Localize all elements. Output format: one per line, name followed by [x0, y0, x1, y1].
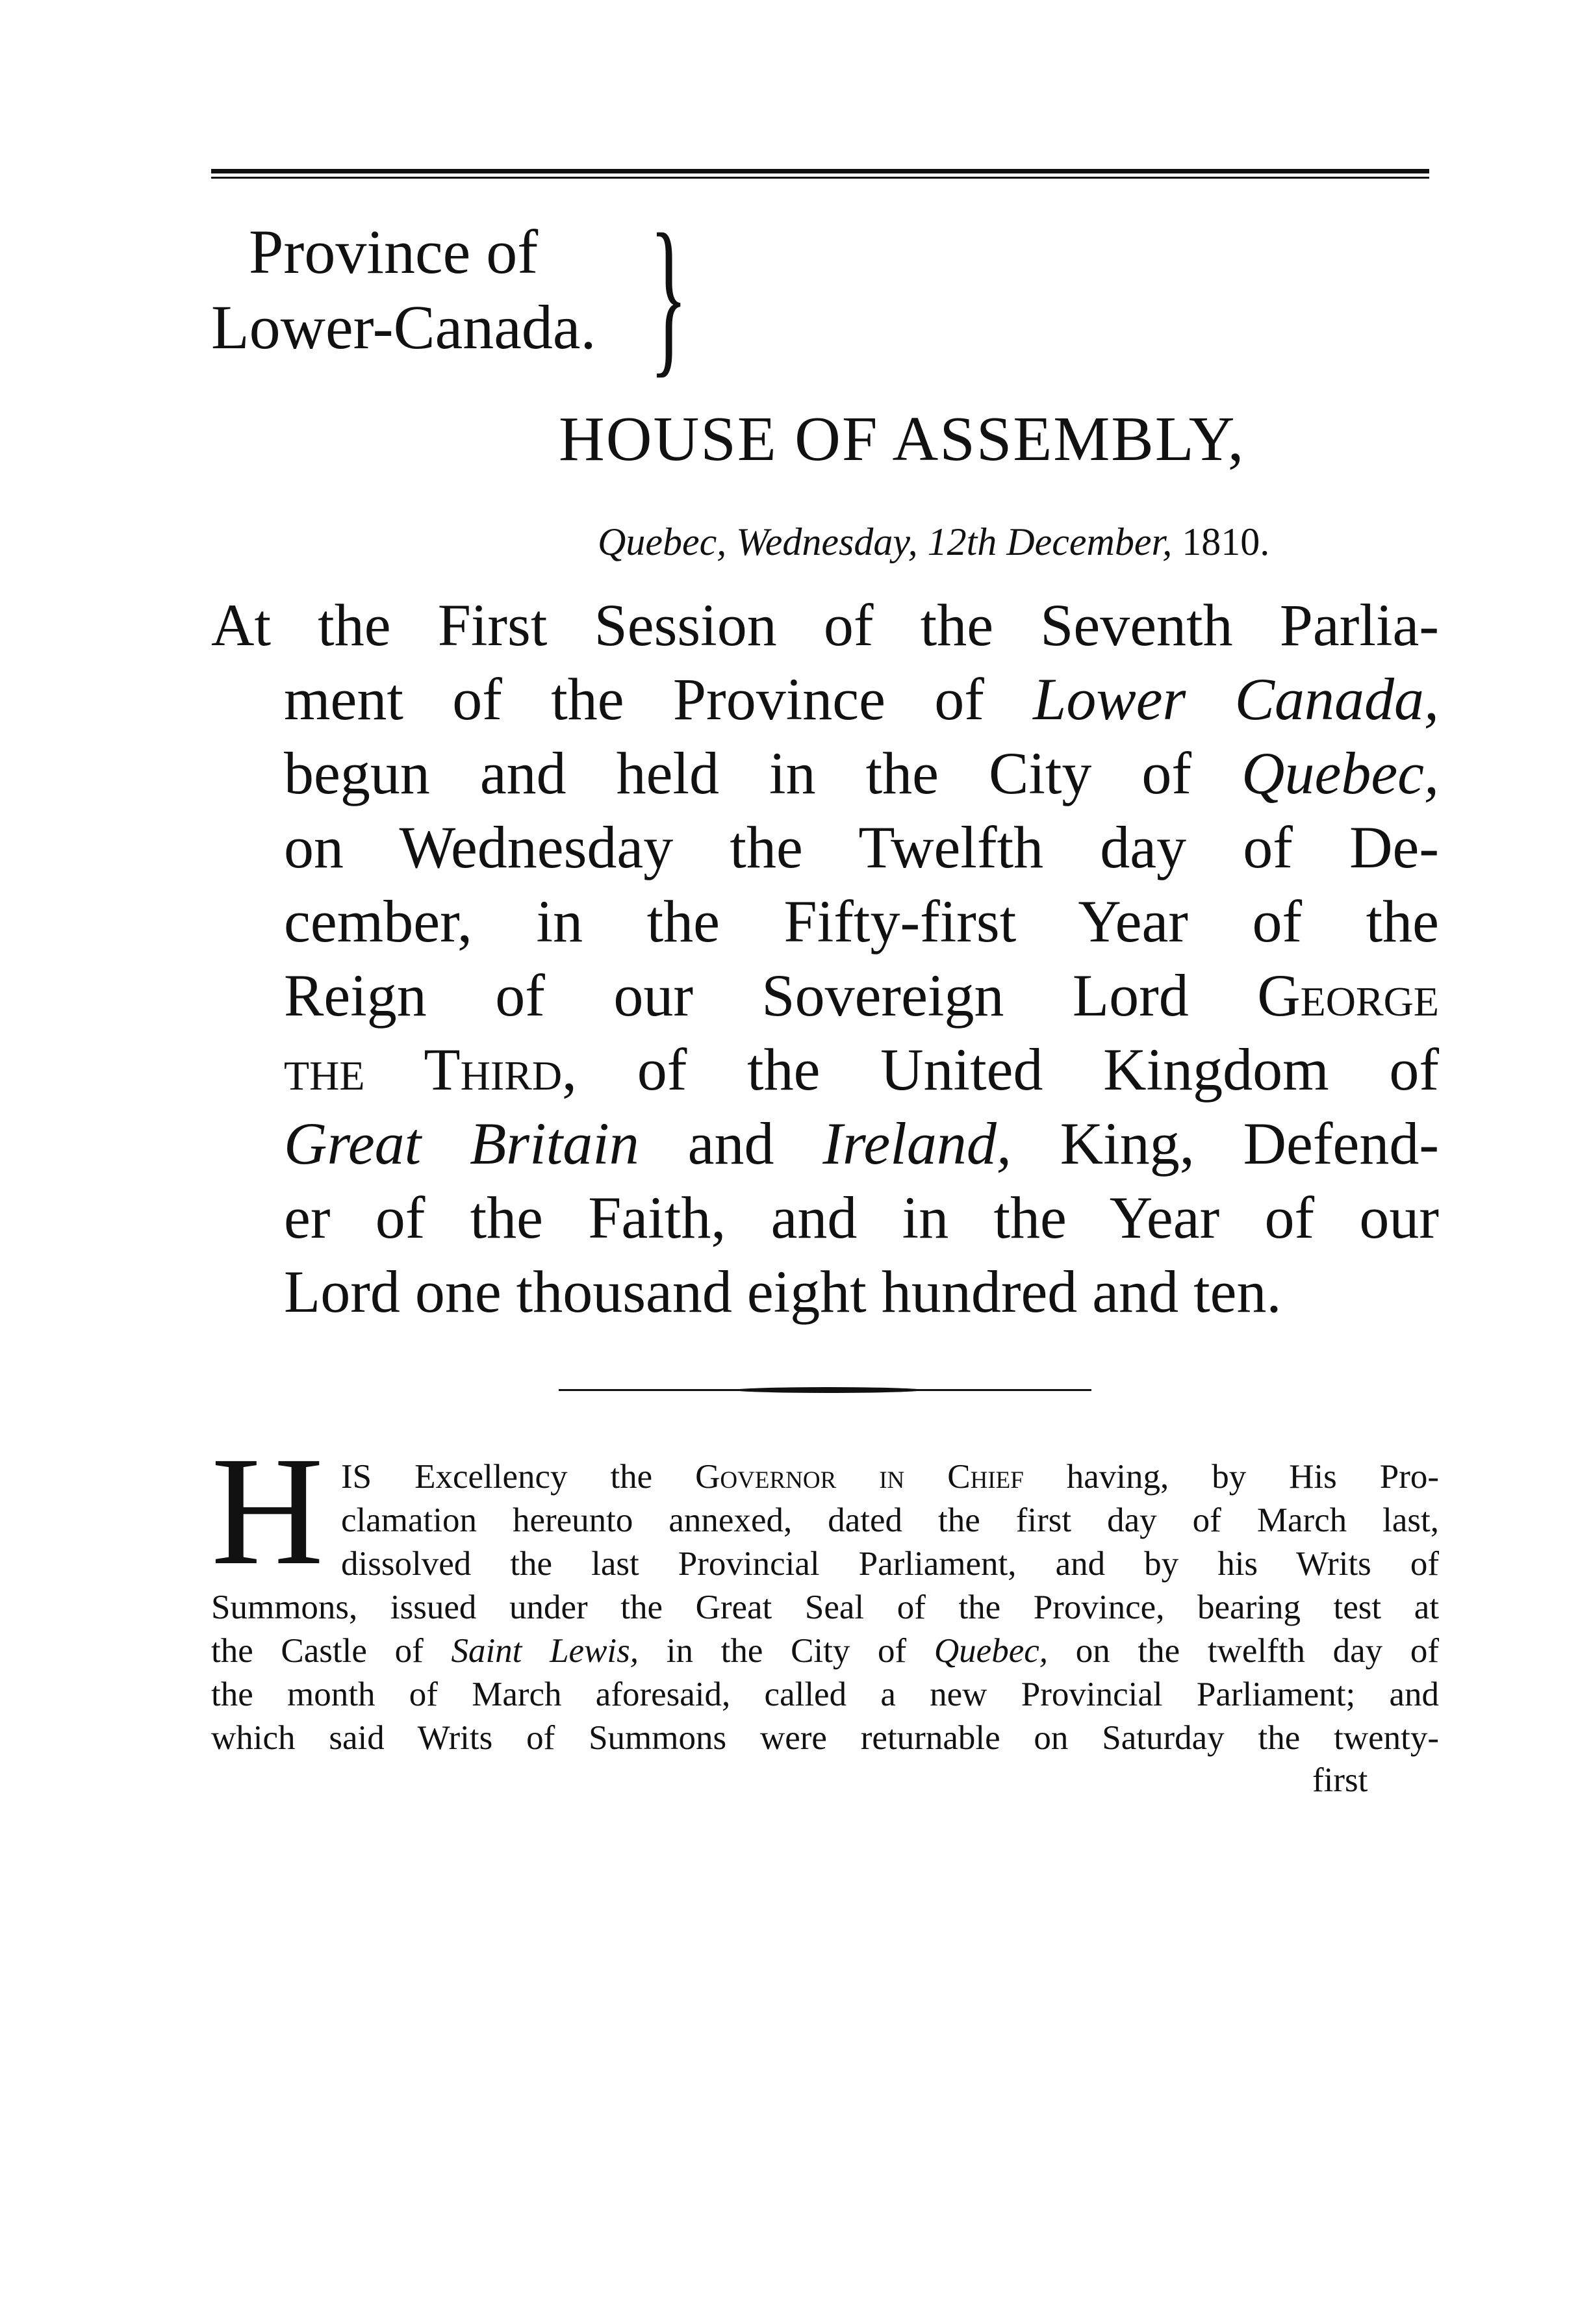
proclamation-text	[211, 1455, 1439, 1760]
preamble-line: begun and held in the City of Quebec,	[284, 740, 1439, 806]
dateline-year: 1810.	[1182, 520, 1270, 563]
dateline-date: 12th December	[927, 520, 1163, 563]
page-title: HOUSE OF ASSEMBLY,	[559, 404, 1245, 474]
dateline: Quebec, Wednesday, 12th December, 1810.	[598, 520, 1270, 563]
ornamental-rule-swell	[734, 1387, 923, 1393]
preamble-line: Great Britain and Ireland, King, Defend-	[284, 1110, 1439, 1177]
drop-cap: H	[211, 1424, 324, 1597]
body-line: the month of March aforesaid, called a new Provincial Parliament; and	[211, 1676, 1439, 1713]
province-line-1: Province of	[249, 217, 539, 287]
preamble-line: the Third, of the United Kingdom of	[284, 1036, 1439, 1103]
body-line: IS Excellency the Governor in Chief having, by His Pro-	[341, 1458, 1440, 1496]
preamble-line: on Wednesday the Twelfth day of De-	[284, 814, 1439, 880]
preamble-line: At the First Session of the Seventh Parlia-	[211, 592, 1439, 658]
dateline-day: Wednesday	[736, 520, 908, 563]
preamble-line: Reign of our Sovereign Lord George	[284, 962, 1439, 1028]
top-rule-thick	[211, 169, 1429, 173]
province-line-2: Lower-Canada.	[211, 292, 596, 362]
dateline-place: Quebec	[598, 520, 717, 563]
preamble-line: cember, in the Fifty-first Year of the	[284, 888, 1439, 954]
body-line: the Castle of Saint Lewis, in the City of Quebec, on the twelfth day of	[211, 1632, 1439, 1670]
body-line: clamation hereunto annexed, dated the first day of March last,	[341, 1501, 1439, 1539]
province-brace: }	[650, 198, 688, 392]
catchword: first	[1312, 1761, 1368, 1799]
top-double-rule	[211, 169, 1429, 181]
preamble-line: ment of the Province of Lower Canada,	[284, 666, 1440, 732]
body-line: Summons, issued under the Great Seal of the Province, bearing test at	[211, 1589, 1439, 1626]
preamble-line: Lord one thousand eight hundred and ten.	[284, 1258, 1282, 1325]
ornamental-rule	[559, 1387, 1091, 1394]
preamble-line: er of the Faith, and in the Year of our	[284, 1184, 1439, 1251]
body-line: which said Writs of Summons were returnable on Saturday the twenty-	[211, 1719, 1439, 1757]
top-rule-thin	[211, 177, 1429, 179]
province-heading	[211, 214, 596, 365]
session-preamble	[211, 588, 1439, 1329]
body-line: dissolved the last Provincial Parliament, and by his Writs of	[341, 1545, 1439, 1583]
